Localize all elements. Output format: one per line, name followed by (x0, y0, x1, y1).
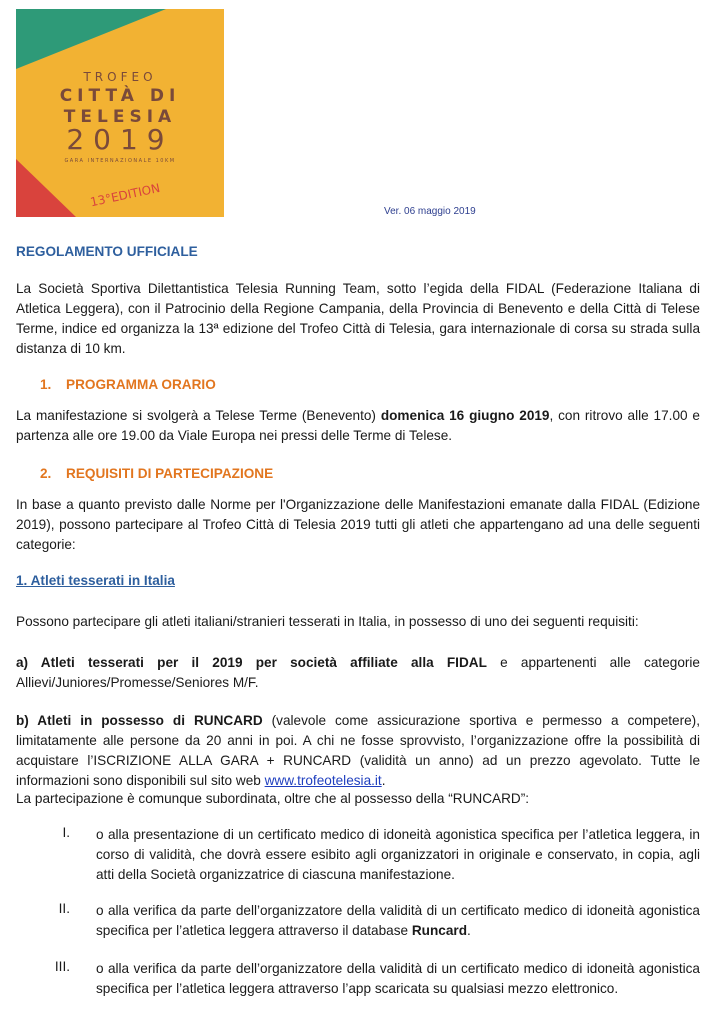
list-item-2-text: o alla verifica da parte dell’organizzatore della validità di un certificato medico di idoneità agonistica specifica per l’atletica leggera attraverso il database (96, 903, 700, 938)
logo-edition: 13°EDITION (89, 180, 162, 210)
section2-paragraph: In base a quanto previsto dalle Norme per l'Organizzazione delle Manifestazioni emanate dalla FIDAL (Edizione 2019), possono partecipare al Trofeo Città di Telesia 2019 tutti gli atleti che appartengano ad una delle seguenti categorie: (16, 497, 700, 552)
event-logo (16, 9, 224, 217)
requirement-b-title: b) Atleti in possesso di RUNCARD (16, 713, 263, 728)
section1-heading (40, 377, 216, 392)
list-item-2-bold: Runcard (411, 923, 467, 938)
requirement-b-condition: La partecipazione è comunque subordinata, oltre che al possesso della “RUNCARD”: (16, 791, 530, 806)
list-item-2-period: . (467, 923, 471, 938)
requirement-a-text: e appartenenti alle categorie Allievi/Juniores/Promesse/Seniores M/F. (16, 655, 700, 690)
requirement-a-title: a) Atleti tesserati per il 2019 per società affiliate alla FIDAL (16, 655, 487, 670)
section1-date: domenica 16 giugno 2019 (380, 408, 550, 423)
document-title: REGOLAMENTO UFFICIALE (16, 244, 198, 259)
logo-line4: 2019 (66, 123, 174, 156)
requirement-b-text: (valevole come assicurazione sportiva e permesso a competere), limitatamente alle persone da 20 anni in poi. A chi ne fosse sprovvisto, l’organizzazione offre la possibilità di acquistare l’ISCRIZIONE ALLA GARA + RUNCARD (validità un anno) ad un prezzo agevolato. Tutte le informazioni sono disponibili sul sito web (16, 713, 700, 788)
logo-line2: CITTÀ DI (59, 86, 181, 106)
list-item-3-text: o alla verifica da parte dell’organizzatore della validità di un certificato medico di idoneità agonistica specifica per l’atletica leggera attraverso l’app scaricata su qualsiasi mezzo elettronico. (96, 961, 700, 996)
requirement-b (16, 711, 700, 791)
list-item-3-number: III. (54, 959, 70, 974)
version-date: Ver. 06 maggio 2019 (384, 206, 476, 217)
section1-title: PROGRAMMA ORARIO (66, 377, 216, 392)
logo-line3: TELESIA (63, 107, 177, 127)
section2-number: 2. (40, 466, 52, 481)
requirement-b-period: . (381, 773, 386, 788)
logo-line1: TROFEO (83, 70, 157, 84)
subsection1-paragraph: Possono partecipare gli atleti italiani/stranieri tesserati in Italia, in possesso di uno dei seguenti requisiti: (16, 614, 639, 629)
section2-heading (40, 466, 273, 481)
list-item-2 (96, 901, 700, 941)
logo-graphic (16, 9, 224, 217)
subsection1-heading: 1. Atleti tesserati in Italia (16, 573, 175, 588)
list-item-1-number: I. (62, 825, 70, 840)
list-item-1-text: o alla presentazione di un certificato medico di idoneità agonistica specifica per l’atletica leggera, in corso di validità, che dovrà essere esibito agli organizzatori in originale e conservato, in copia, agli atti della Società organizzatrice di ciascuna manifestazione. (96, 827, 700, 882)
website-link[interactable]: www.trofeotelesia.it (264, 773, 382, 788)
section1-text-after: , con ritrovo alle 17.00 e partenza alle ore 19.00 da Viale Europa nei pressi delle Terme di Telese. (16, 408, 700, 443)
section1-text: La manifestazione si svolgerà a Telese Terme (Benevento) (16, 408, 381, 423)
requirement-a (16, 653, 700, 693)
section1-paragraph (16, 406, 700, 446)
logo-subline: GARA INTERNAZIONALE 10KM (64, 158, 176, 164)
section2-title: REQUISITI DI PARTECIPAZIONE (66, 466, 274, 481)
section1-number: 1. (40, 377, 52, 392)
intro-paragraph: La Società Sportiva Dilettantistica Telesia Running Team, sotto l’egida della FIDAL (Federazione Italiana di Atletica Leggera), con il Patrocinio della Regione Campania, della Provincia di Benevento e della Città di Telese Terme, indice ed organizza la 13ª edizione del Trofeo Città di Telesia, gara internazionale di corsa su strada sulla distanza di 10 km. (16, 281, 700, 356)
list-item-2-number: II. (58, 901, 70, 916)
